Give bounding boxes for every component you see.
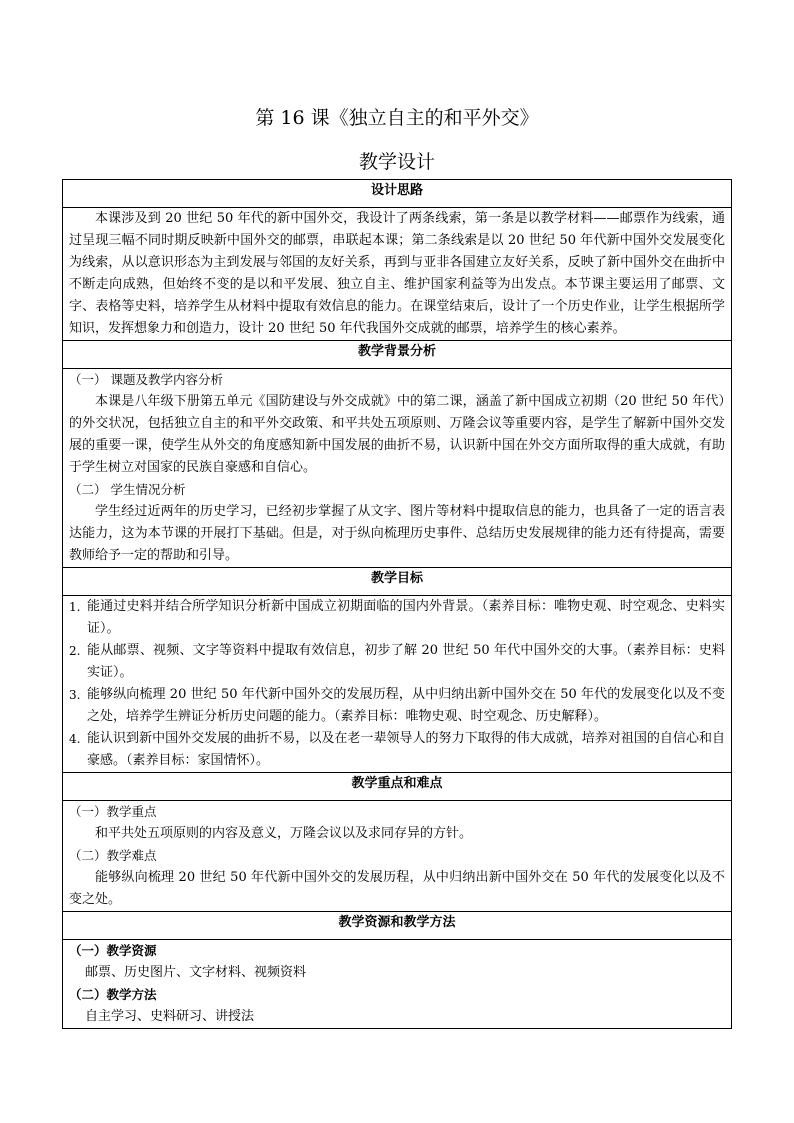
- goal-number: 1.: [69, 600, 81, 614]
- section-heading-background: 教学背景分析: [63, 341, 732, 369]
- section-heading-keypoints: 教学重点和难点: [63, 773, 732, 801]
- goal-item: [69, 684, 725, 728]
- lesson-plan-table: [62, 179, 732, 1029]
- goal-number: 3.: [69, 688, 81, 702]
- document-title: 第 16 课《独立自主的和平外交》: [255, 107, 539, 129]
- resources-text-1: 邮票、历史图片、文字材料、视频资料: [85, 965, 307, 980]
- section-heading-design: 设计思路: [63, 180, 732, 208]
- keypoints-paragraph-1: 和平共处五项原则的内容及意义，万隆会议以及求同存异的方针。: [95, 826, 473, 841]
- document-subtitle: 教学设计: [358, 151, 435, 173]
- goal-text: 能够纵向梳理 20 世纪 50 年代新中国外交的发展历程，从中归纳出新中国外交在 50 年代的发展变化以及不变之处，培养学生辨证分析历史问题的能力。（素养目标：唯物史观、时空观念、历史解释）。: [87, 687, 725, 724]
- keypoints-subheading-1: （一）教学重点: [69, 804, 157, 819]
- goal-item: [69, 596, 725, 640]
- design-paragraph: 本课涉及到 20 世纪 50 年代的新中国外交，我设计了两条线索，第一条是以教学材料——邮票作为线索，通过呈现三幅不同时期反映新中国外交的邮票，串联起本课；第二条线索是以 20 世纪 50 年代新中国外交发展变化为线索，从以意识形态为主到发展与邻国的友好关系，再到与亚非各国建立友好关系，反映了新中国外交在曲折中不断走向成熟，但始终不变的是以和平发展、独立自主、维护国家利益等为出发点。本节课主要运用了邮票、文字、表格等史料，培养学生从材料中提取有效信息的能力。在课堂结束后，设计了一个历史作业，让学生根据所学知识，发挥想象力和创造力，设计 20 世纪 50 年代我国外交成就的邮票，培养学生的核心素养。: [69, 211, 725, 336]
- section-body-goals: [63, 596, 732, 773]
- resources-subheading-2: （二）教学方法: [69, 987, 157, 1002]
- background-subheading-1: （一） 课题及教学内容分析: [69, 372, 223, 387]
- goal-number: 2.: [69, 644, 81, 658]
- keypoints-paragraph-2: 能够纵向梳理 20 世纪 50 年代新中国外交的发展历程，从中归纳出新中国外交在 50 年代的发展变化以及不变之处。: [69, 870, 725, 907]
- goal-item: [69, 728, 725, 772]
- goal-item: [69, 640, 725, 684]
- section-heading-goals: 教学目标: [63, 568, 732, 596]
- section-body-background: [63, 369, 732, 568]
- goal-number: 4.: [69, 732, 81, 746]
- goals-list: [69, 596, 725, 772]
- keypoints-subheading-2: （二）教学难点: [69, 848, 157, 863]
- resources-text-2: 自主学习、史料研习、讲授法: [85, 1009, 255, 1024]
- section-body-resources: [63, 940, 732, 1029]
- background-paragraph-2: 学生经过近两年的历史学习，已经初步掌握了从文字、图片等材料中提取信息的能力，也具备了一定的语言表达能力，这为本节课的开展打下基础。但是，对于纵向梳理历史事件、总结历史发展规律的能力还有待提高，需要教师给予一定的帮助和引导。: [69, 504, 725, 563]
- section-body-design: [63, 208, 732, 341]
- resources-subheading-1: （一）教学资源: [69, 943, 157, 958]
- goal-text: 能认识到新中国外交发展的曲折不易，以及在老一辈领导人的努力下取得的伟大成就，培养对祖国的自信心和自豪感。（素养目标：家国情怀）。: [87, 731, 725, 768]
- goal-text: 能通过史料并结合所学知识分析新中国成立初期面临的国内外背景。（素养目标：唯物史观、时空观念、史料实证）。: [87, 599, 725, 636]
- background-paragraph-1: 本课是八年级下册第五单元《国防建设与外交成就》中的第二课，涵盖了新中国成立初期（20 世纪 50 年代）的外交状况，包括独立自主的和平外交政策、和平共处五项原则、万隆会议等重要内容，是学生了解新中国外交发展的重要一课，使学生从外交的角度感知新中国发展的曲折不易，认识新中国在外交方面所取得的重大成就，有助于学生树立对国家的民族自豪感和自信心。: [69, 394, 725, 475]
- section-heading-resources: 教学资源和教学方法: [63, 912, 732, 940]
- goal-text: 能从邮票、视频、文字等资料中提取有效信息，初步了解 20 世纪 50 年代中国外交的大事。（素养目标：史料实证）。: [87, 643, 725, 680]
- section-body-keypoints: [63, 801, 732, 912]
- background-subheading-2: （二） 学生情况分析: [69, 482, 186, 497]
